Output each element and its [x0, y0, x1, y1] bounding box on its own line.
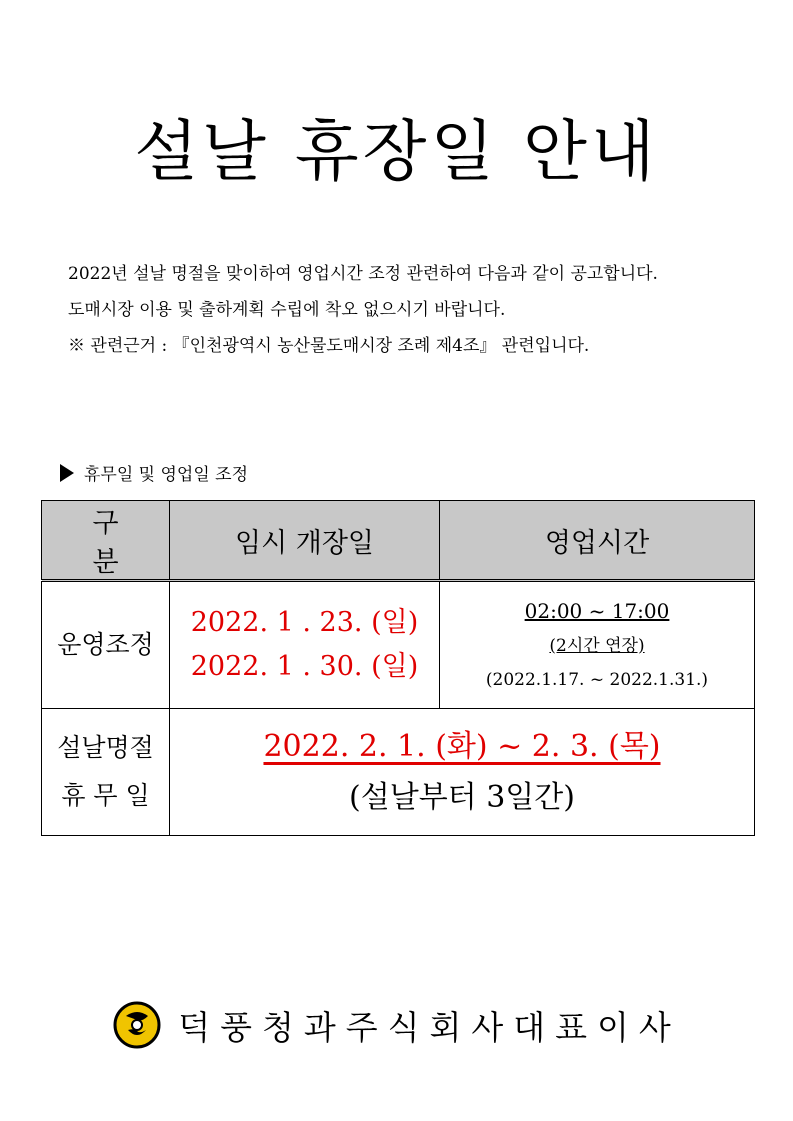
- section-heading-text: 휴무일 및 영업일 조정: [84, 465, 249, 485]
- hours-cell: [440, 581, 755, 709]
- section-heading: [60, 460, 248, 485]
- hours-range: (2022.1.17. ~ 2022.1.31.): [485, 670, 709, 690]
- hours-main: 02:00 ~ 17:00: [524, 599, 670, 623]
- schedule-table: [41, 500, 755, 836]
- table-header-row: [42, 501, 755, 581]
- intro-line-3: ※ 관련근거 : 『인천광역시 농산물도매시장 조례 제4조』 관련입니다.: [68, 336, 590, 356]
- row-label-holiday: [42, 709, 170, 836]
- holiday-note: (설날부터 3일간): [349, 780, 575, 815]
- intro-line-2: 도매시장 이용 및 출하계획 수립에 착오 없으시기 바랍니다.: [68, 300, 506, 320]
- footer-signature: [0, 1000, 793, 1050]
- header-temp-open: 임시 개장일: [170, 501, 440, 581]
- temp-open-dates: [170, 581, 440, 709]
- header-hours: 영업시간: [440, 501, 755, 581]
- row-label-operation: 운영조정: [42, 581, 170, 709]
- holiday-cell: [170, 709, 755, 836]
- company-name: 덕풍청과주식회사대표이사: [178, 1007, 681, 1047]
- intro-line-1: 2022년 설날 명절을 맞이하여 영업시간 조정 관련하여 다음과 같이 공고합니다.: [68, 264, 658, 284]
- row-label-holiday-line-2: 휴 무 일: [61, 781, 150, 810]
- table-row: [42, 581, 755, 709]
- triangle-bullet-icon: [60, 464, 74, 482]
- hours-extension: (2시간 연장): [549, 636, 645, 656]
- intro-text: [68, 256, 768, 364]
- page-title: 설날 휴장일 안내: [134, 113, 659, 190]
- temp-open-date-1: 2022. 1 . 23. (일): [190, 607, 419, 638]
- company-logo-icon: [112, 1000, 162, 1050]
- row-label-holiday-line-1: 설날명절: [57, 733, 154, 762]
- table-row: [42, 709, 755, 836]
- holiday-range: 2022. 2. 1. (화) ~ 2. 3. (목): [263, 729, 661, 764]
- header-category: 구 분: [42, 501, 170, 581]
- temp-open-date-2: 2022. 1 . 30. (일): [190, 651, 419, 682]
